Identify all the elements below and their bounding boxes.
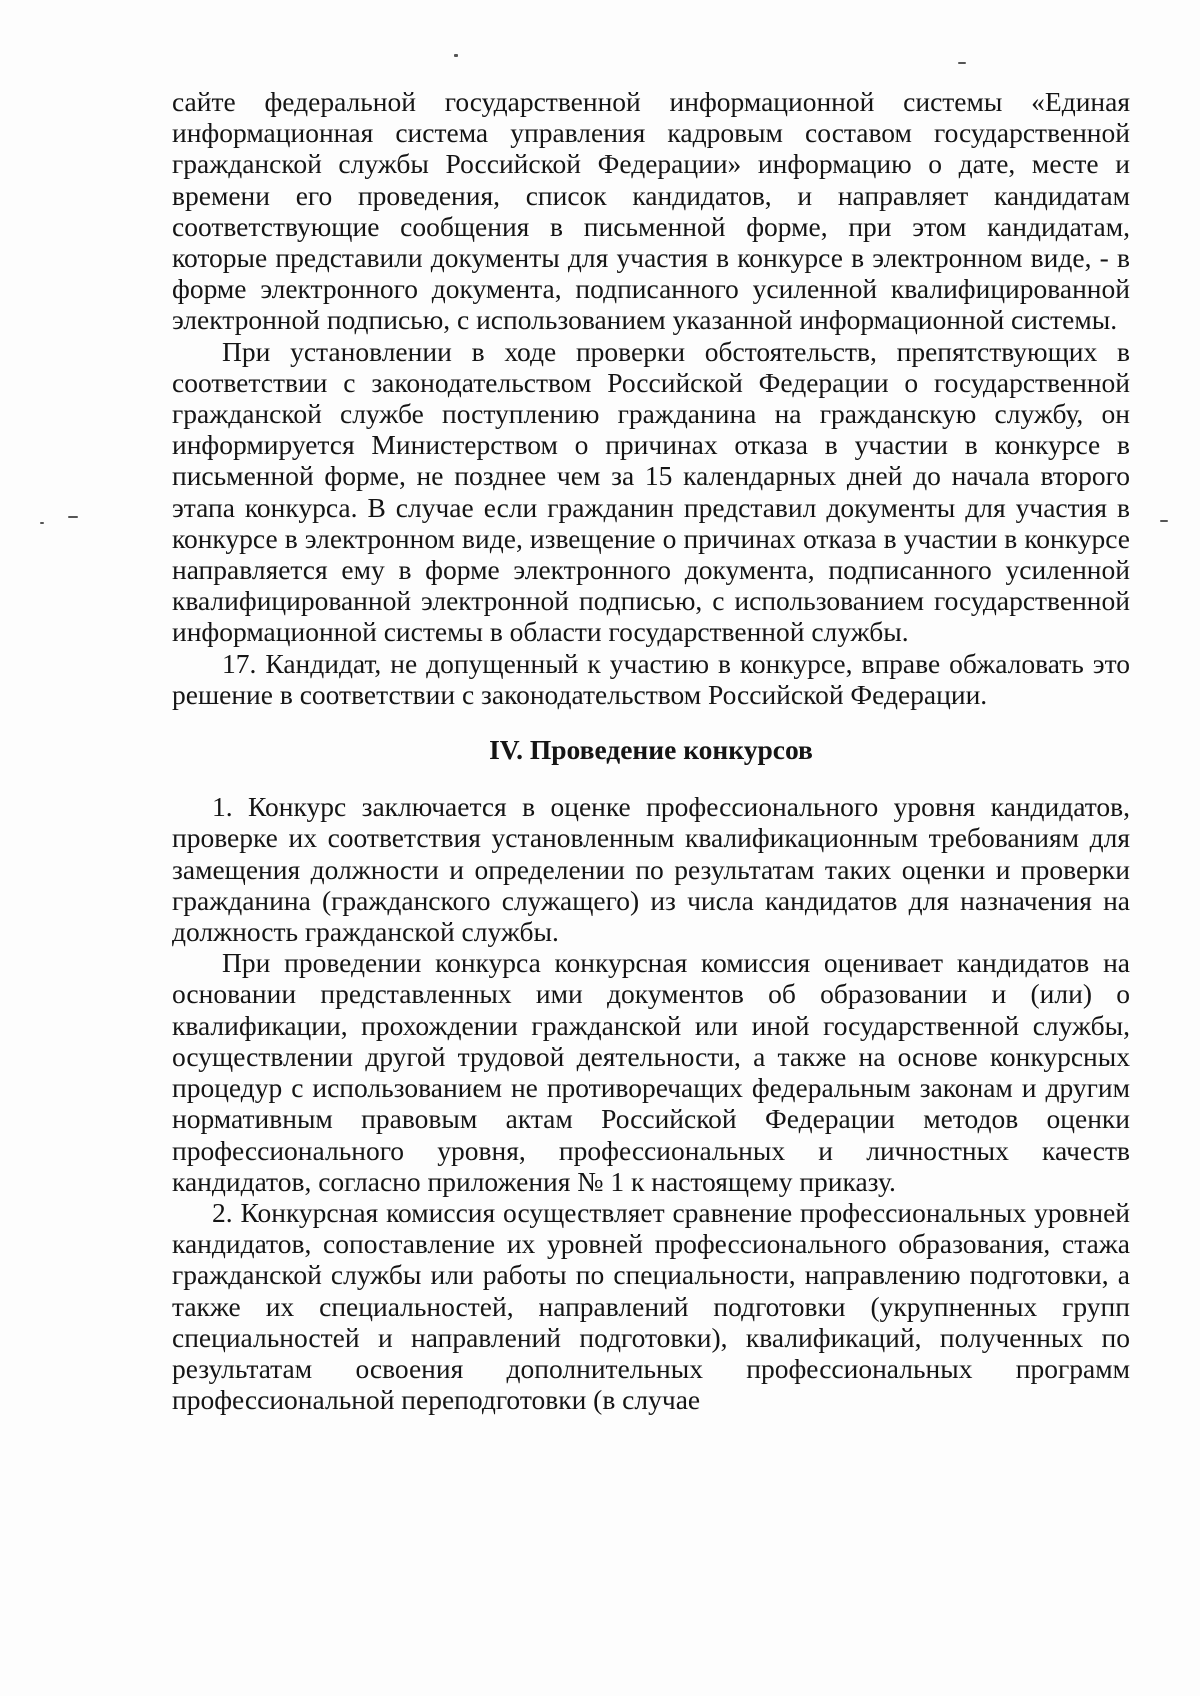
scan-speck [68,516,78,518]
scan-speck [1160,520,1168,522]
paragraph-refusal-notice: При установлении в ходе проверки обстоятельств, препятствующих в соответствии с законодательством Российской Федерации о государственной гражданской службе поступлению гражданина на гражданскую службу, он информируется Министерством о причинах отказа в участии в конкурсе в письменной форме, не позднее чем за 15 календарных дней до начала второго этапа конкурса. В случае если гражданин представил документы для участия в конкурсе в электронном виде, извещение о причинах отказа в участии в конкурсе направляется ему в форме электронного документа, подписанного усиленной квалифицированной электронной подписью, с использованием государственной информационной системы в области государственной службы. [172,335,1130,648]
paragraph-commission-evaluation: При проведении конкурса конкурсная комиссия оценивает кандидатов на основании представленных ими документов об образовании и (или) о квалификации, прохождении гражданской или иной государственной службы, осуществлении другой трудовой деятельности, а также на основе конкурсных процедур с использованием не противоречащих федеральным законам и другим нормативным правовым актам Российской Федерации методов оценки профессионального уровня, профессиональных и личностных качеств кандидатов, согласно приложения № 1 к настоящему приказу. [172,947,1130,1197]
paragraph-1-contest-definition: 1. Конкурс заключается в оценке профессионального уровня кандидатов, проверке их соответствия установленным квалификационным требованиям для замещения должности и определении по результатам таких оценки и проверки гражданина (гражданского служащего) из числа кандидатов для назначения на должность гражданской службы. [172,791,1130,948]
scan-speck [454,54,458,57]
section-heading: IV. Проведение конкурсов [489,734,813,766]
scan-speck [958,62,966,64]
paragraph-17-appeal: 17. Кандидат, не допущенный к участию в конкурсе, вправе обжаловать это решение в соответствии с законодательством Российской Федерации. [172,647,1130,710]
paragraph-2-comparison: 2. Конкурсная комиссия осуществляет сравнение профессиональных уровней кандидатов, сопоставление их уровней профессионального образования, стажа гражданской службы или работы по специальности, направлению подготовки, а также их специальностей, направлений подготовки (укрупненных групп специальностей и направлений подготовки), квалификаций, полученных по результатам освоения дополнительных профессиональных программ профессиональной переподготовки (в случае [172,1196,1130,1416]
scan-speck [40,522,44,524]
paragraph-continued: сайте федеральной государственной информационной системы «Единая информационная система управления кадровым составом государственной гражданской службы Российской Федерации» информацию о дате, месте и времени его проведения, список кандидатов, и направляет кандидатам соответствующие сообщения в письменной форме, при этом кандидатам, которые представили документы для участия в конкурсе в электронном виде, - в форме электронного документа, подписанного усиленной квалифицированной электронной подписью, с использованием указанной информационной системы. [172,86,1130,336]
document-body [172,86,1130,1415]
